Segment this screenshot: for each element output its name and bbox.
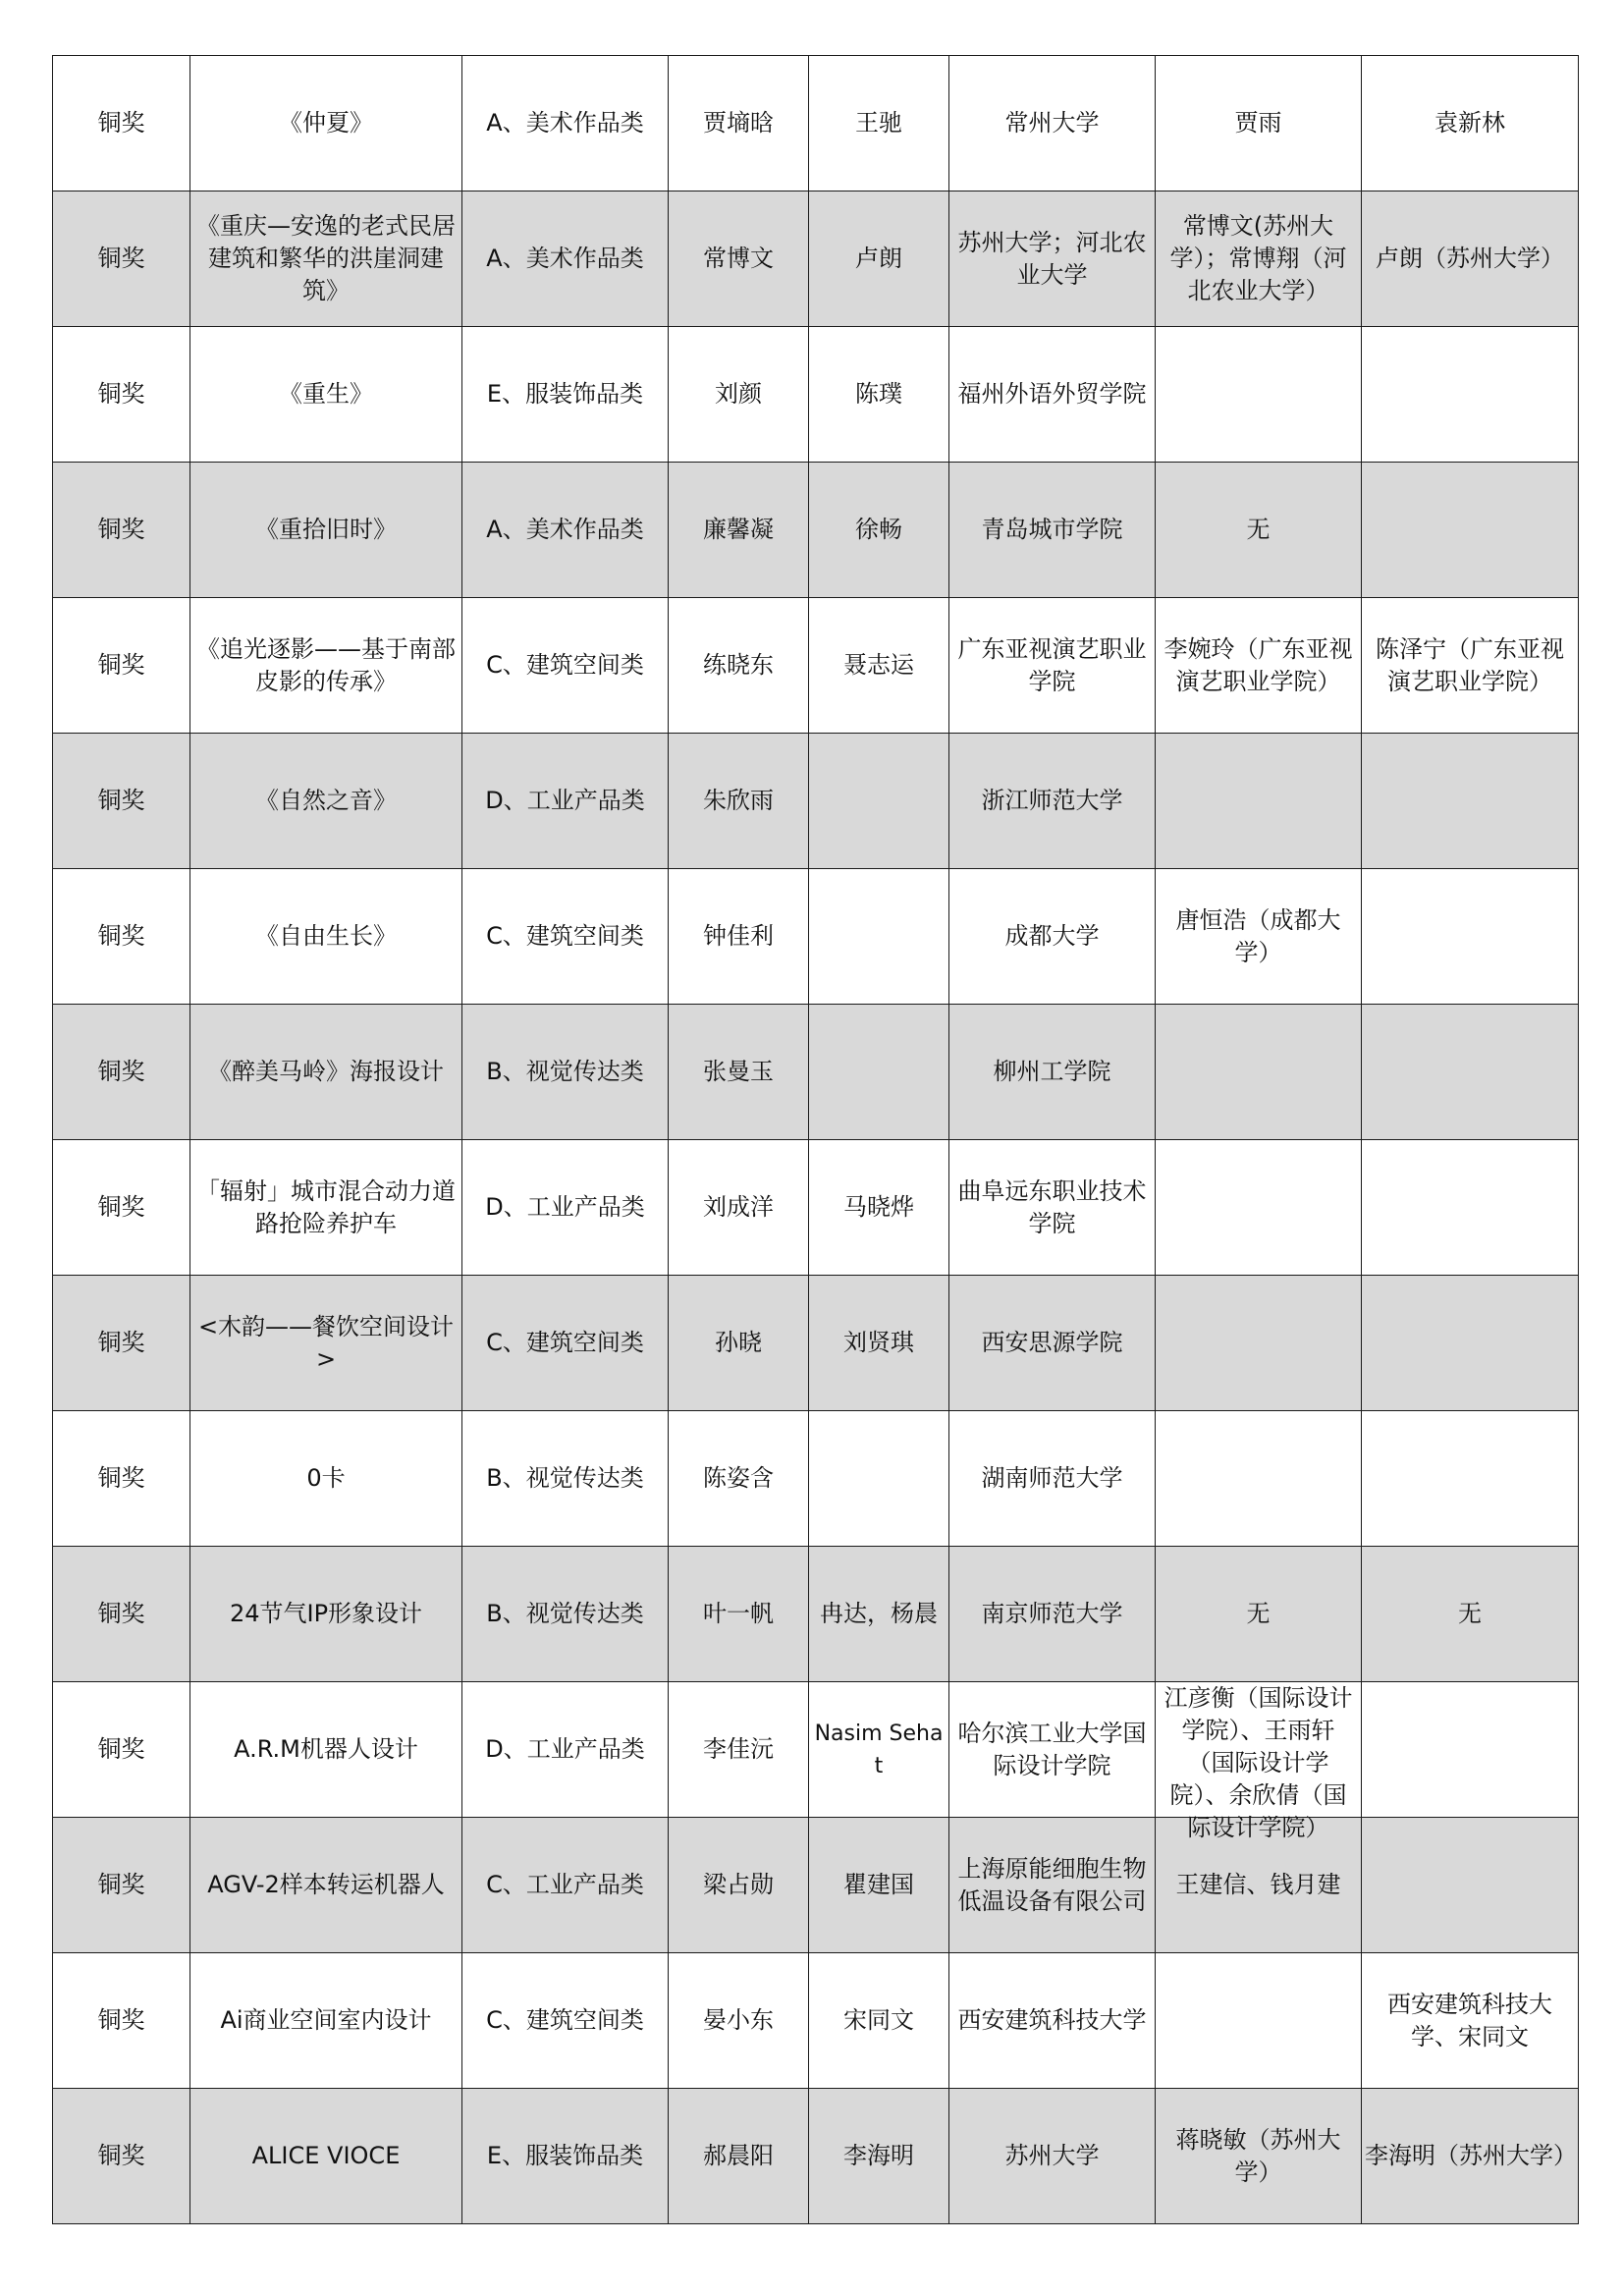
coauthor-cell: Nasim Sehat <box>809 1682 949 1818</box>
award-cell: 铜奖 <box>53 734 190 869</box>
teacher2-cell: 卢朗（苏州大学） <box>1362 191 1579 327</box>
coauthor-cell: 王驰 <box>809 56 949 191</box>
table-row <box>53 598 1579 734</box>
teacher2-cell <box>1362 1140 1579 1276</box>
teacher1-cell <box>1156 1411 1362 1547</box>
title-cell: 《追光逐影——基于南部皮影的传承》 <box>190 598 462 734</box>
table-row <box>53 1140 1579 1276</box>
teacher2-cell: 无 <box>1362 1547 1579 1682</box>
category-cell: D、工业产品类 <box>462 1140 669 1276</box>
teacher1-cell: 蒋晓敏（苏州大学） <box>1156 2089 1362 2224</box>
coauthor-cell <box>809 1411 949 1547</box>
school-cell: 苏州大学 <box>949 2089 1156 2224</box>
category-cell: D、工业产品类 <box>462 734 669 869</box>
coauthor-cell: 刘贤琪 <box>809 1276 949 1411</box>
author-cell: 刘颜 <box>669 327 809 463</box>
author-cell: 梁占勋 <box>669 1818 809 1953</box>
teacher1-cell: 无 <box>1156 463 1362 598</box>
school-cell: 西安建筑科技大学 <box>949 1953 1156 2089</box>
school-cell: 南京师范大学 <box>949 1547 1156 1682</box>
award-cell: 铜奖 <box>53 1276 190 1411</box>
table-row <box>53 1682 1579 1818</box>
title-cell: 《重庆—安逸的老式民居建筑和繁华的洪崖洞建筑》 <box>190 191 462 327</box>
author-cell: 练晓东 <box>669 598 809 734</box>
school-cell: 苏州大学；河北农业大学 <box>949 191 1156 327</box>
title-cell: 《自然之音》 <box>190 734 462 869</box>
author-cell: 廉馨凝 <box>669 463 809 598</box>
teacher2-cell: 袁新林 <box>1362 56 1579 191</box>
teacher1-cell: 无 <box>1156 1547 1362 1682</box>
award-cell: 铜奖 <box>53 327 190 463</box>
teacher1-cell <box>1156 734 1362 869</box>
teacher1-cell: 唐恒浩（成都大学） <box>1156 869 1362 1005</box>
table-row <box>53 734 1579 869</box>
coauthor-cell <box>809 734 949 869</box>
title-cell: AGV-2样本转运机器人 <box>190 1818 462 1953</box>
title-cell: 《重生》 <box>190 327 462 463</box>
author-cell: 叶一帆 <box>669 1547 809 1682</box>
school-cell: 福州外语外贸学院 <box>949 327 1156 463</box>
teacher2-cell <box>1362 734 1579 869</box>
school-cell: 常州大学 <box>949 56 1156 191</box>
school-cell: 湖南师范大学 <box>949 1411 1156 1547</box>
table-row <box>53 1547 1579 1682</box>
table-row <box>53 463 1579 598</box>
table-row <box>53 1276 1579 1411</box>
coauthor-cell: 徐畅 <box>809 463 949 598</box>
school-cell: 曲阜远东职业技术学院 <box>949 1140 1156 1276</box>
award-cell: 铜奖 <box>53 2089 190 2224</box>
author-cell: 孙晓 <box>669 1276 809 1411</box>
category-cell: A、美术作品类 <box>462 191 669 327</box>
coauthor-cell: 马晓烨 <box>809 1140 949 1276</box>
awards-table <box>52 55 1579 2224</box>
title-cell: A.R.M机器人设计 <box>190 1682 462 1818</box>
coauthor-cell <box>809 869 949 1005</box>
award-cell: 铜奖 <box>53 1005 190 1140</box>
coauthor-cell: 冉达，杨晨 <box>809 1547 949 1682</box>
school-cell: 哈尔滨工业大学国际设计学院 <box>949 1682 1156 1818</box>
award-cell: 铜奖 <box>53 1411 190 1547</box>
school-cell: 青岛城市学院 <box>949 463 1156 598</box>
coauthor-cell: 宋同文 <box>809 1953 949 2089</box>
award-cell: 铜奖 <box>53 869 190 1005</box>
award-cell: 铜奖 <box>53 1547 190 1682</box>
teacher2-cell <box>1362 463 1579 598</box>
title-cell: 24节气IP形象设计 <box>190 1547 462 1682</box>
teacher2-cell: 陈泽宁（广东亚视演艺职业学院） <box>1362 598 1579 734</box>
title-cell: Ai商业空间室内设计 <box>190 1953 462 2089</box>
coauthor-cell <box>809 1005 949 1140</box>
table-row <box>53 869 1579 1005</box>
teacher2-cell <box>1362 1276 1579 1411</box>
author-cell: 李佳沅 <box>669 1682 809 1818</box>
award-cell: 铜奖 <box>53 191 190 327</box>
table-row <box>53 1005 1579 1140</box>
author-cell: 郝晨阳 <box>669 2089 809 2224</box>
category-cell: C、建筑空间类 <box>462 1276 669 1411</box>
teacher1-cell: 贾雨 <box>1156 56 1362 191</box>
award-cell: 铜奖 <box>53 598 190 734</box>
table-row <box>53 191 1579 327</box>
coauthor-cell: 李海明 <box>809 2089 949 2224</box>
category-cell: C、工业产品类 <box>462 1818 669 1953</box>
title-cell: 《重拾旧时》 <box>190 463 462 598</box>
title-cell: 「辐射」城市混合动力道路抢险养护车 <box>190 1140 462 1276</box>
table-row <box>53 327 1579 463</box>
teacher1-cell: 王建信、钱月建 <box>1156 1818 1362 1953</box>
title-cell: 0卡 <box>190 1411 462 1547</box>
school-cell: 成都大学 <box>949 869 1156 1005</box>
school-cell: 广东亚视演艺职业学院 <box>949 598 1156 734</box>
author-cell: 钟佳利 <box>669 869 809 1005</box>
category-cell: D、工业产品类 <box>462 1682 669 1818</box>
teacher1-cell <box>1156 327 1362 463</box>
school-cell: 西安思源学院 <box>949 1276 1156 1411</box>
award-cell: 铜奖 <box>53 463 190 598</box>
teacher2-cell <box>1362 1818 1579 1953</box>
teacher2-cell <box>1362 1005 1579 1140</box>
table-row <box>53 2089 1579 2224</box>
teacher1-cell <box>1156 1140 1362 1276</box>
category-cell: B、视觉传达类 <box>462 1411 669 1547</box>
award-cell: 铜奖 <box>53 1818 190 1953</box>
author-cell: 晏小东 <box>669 1953 809 2089</box>
teacher1-cell <box>1156 1953 1362 2089</box>
school-cell: 柳州工学院 <box>949 1005 1156 1140</box>
award-cell: 铜奖 <box>53 1140 190 1276</box>
author-cell: 朱欣雨 <box>669 734 809 869</box>
category-cell: E、服装饰品类 <box>462 327 669 463</box>
coauthor-cell: 瞿建国 <box>809 1818 949 1953</box>
teacher2-cell: 西安建筑科技大学、宋同文 <box>1362 1953 1579 2089</box>
author-cell: 张曼玉 <box>669 1005 809 1140</box>
coauthor-cell: 聂志运 <box>809 598 949 734</box>
teacher1-text: 江彦衡（国际设计学院）、王雨轩（国际设计学院）、余欣倩（国际设计学院） <box>1163 1684 1353 1841</box>
category-cell: E、服装饰品类 <box>462 2089 669 2224</box>
teacher2-cell <box>1362 1411 1579 1547</box>
category-cell: A、美术作品类 <box>462 463 669 598</box>
category-cell: A、美术作品类 <box>462 56 669 191</box>
title-cell: 《自由生长》 <box>190 869 462 1005</box>
teacher2-cell: 李海明（苏州大学） <box>1362 2089 1579 2224</box>
author-cell: 常博文 <box>669 191 809 327</box>
table-row <box>53 1411 1579 1547</box>
title-cell: 《醉美马岭》海报设计 <box>190 1005 462 1140</box>
teacher1-cell: 常博文(苏州大学）；常博翔（河北农业大学） <box>1156 191 1362 327</box>
category-cell: B、视觉传达类 <box>462 1547 669 1682</box>
title-cell: ALICE VIOCE <box>190 2089 462 2224</box>
table-row <box>53 1953 1579 2089</box>
school-cell: 浙江师范大学 <box>949 734 1156 869</box>
award-cell: 铜奖 <box>53 56 190 191</box>
category-cell: C、建筑空间类 <box>462 1953 669 2089</box>
category-cell: B、视觉传达类 <box>462 1005 669 1140</box>
teacher2-cell <box>1362 1682 1579 1818</box>
award-cell: 铜奖 <box>53 1953 190 2089</box>
table-row <box>53 56 1579 191</box>
title-cell: <木韵——餐饮空间设计> <box>190 1276 462 1411</box>
teacher1-cell <box>1156 1682 1362 1841</box>
category-cell: C、建筑空间类 <box>462 598 669 734</box>
author-cell: 陈姿含 <box>669 1411 809 1547</box>
school-cell: 上海原能细胞生物低温设备有限公司 <box>949 1818 1156 1953</box>
title-cell: 《仲夏》 <box>190 56 462 191</box>
teacher1-cell <box>1156 1005 1362 1140</box>
teacher1-cell <box>1156 1276 1362 1411</box>
table-row <box>53 1818 1579 1953</box>
author-cell: 贾墒晗 <box>669 56 809 191</box>
category-cell: C、建筑空间类 <box>462 869 669 1005</box>
award-cell: 铜奖 <box>53 1682 190 1818</box>
teacher2-cell <box>1362 869 1579 1005</box>
teacher1-cell: 李婉玲（广东亚视演艺职业学院） <box>1156 598 1362 734</box>
teacher2-cell <box>1362 327 1579 463</box>
coauthor-cell: 陈璞 <box>809 327 949 463</box>
coauthor-cell: 卢朗 <box>809 191 949 327</box>
author-cell: 刘成洋 <box>669 1140 809 1276</box>
